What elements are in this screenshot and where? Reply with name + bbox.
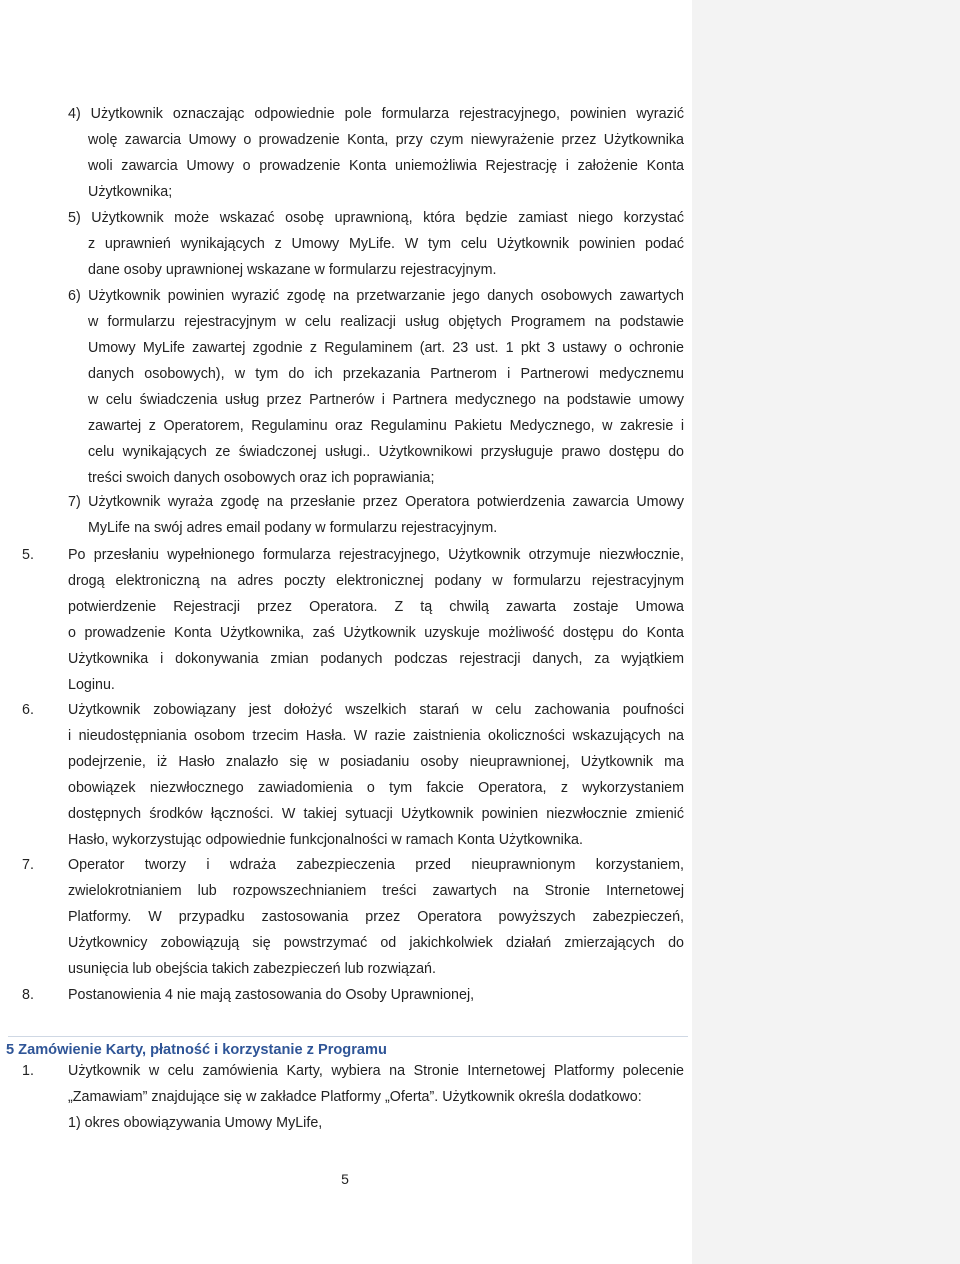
paragraph-6-line: dostępnych środków łączności. W takiej sytuacji Użytkownik powinien niezwłocznie zmienić	[68, 806, 684, 822]
paragraph-5-line: o prowadzenie Konta Użytkownika, zaś Użytkownik uzyskuje możliwość dostępu do Konta	[68, 625, 684, 641]
sub-item-item-6-line: Umowy MyLife zawartej zgodnie z Regulaminem (art. 23 ust. 1 pkt 3 ustawy o ochronie	[88, 340, 684, 356]
sub-item-item-4-line: woli zawarcia Umowy o prowadzenie Konta uniemożliwia Rejestrację i założenie Konta	[88, 158, 684, 174]
paragraph-5-line: potwierdzenie Rejestracji przez Operatora. Z tą chwilą zawarta zostaje Umowa	[68, 599, 684, 615]
sub-item-item-6-line: danych osobowych), w tym do ich przekazania Partnerom i Partnerowi medycznemu	[88, 366, 684, 382]
sub-item-item-6-line: w formularzu rejestracyjnym w celu realizacji usług objętych Programem na podstawie	[88, 314, 684, 330]
paragraph-number: 6.	[22, 702, 34, 718]
paragraph-7-line: zwielokrotnianiem lub rozpowszechnianiem treści zawartych na Stronie Internetowej	[68, 883, 684, 899]
sub-item-item-6-line: w celu świadczenia usług przez Partnerów i Partnera medycznego na podstawie umowy	[88, 392, 684, 408]
sub-item-item-4-line: Użytkownika;	[88, 184, 173, 200]
paragraph-7-line: Użytkownicy zobowiązują się powstrzymać od jakichkolwiek działań zmierzających do	[68, 935, 684, 951]
section-heading	[0, 1036, 692, 1062]
section-item-line: Użytkownik w celu zamówienia Karty, wybiera na Stronie Internetowej Platformy polecenie	[68, 1063, 684, 1079]
paragraph-6-line: obowiązek niezwłocznego zawiadomienia o tym fakcie Operatora, z wykorzystaniem	[68, 780, 684, 796]
paragraph-5-line: Po przesłaniu wypełnionego formularza rejestracyjnego, Użytkownik otrzymuje niezwłocznie,	[68, 547, 684, 563]
paragraph-6-line: Hasło, wykorzystując odpowiednie funkcjonalności w ramach Konta Użytkownika.	[68, 832, 583, 848]
section-heading-text: 5 Zamówienie Karty, płatność i korzystanie z Programu	[6, 1042, 387, 1058]
sub-item-item-5-line: 5) Użytkownik może wskazać osobę uprawnioną, która będzie zamiast niego korzystać	[68, 210, 684, 226]
sub-item-item-6-line: zawartej z Operatorem, Regulaminu oraz Regulaminu Pakietu Medycznego, w zakresie i	[88, 418, 684, 434]
sub-item-item-5-line: dane osoby uprawnionej wskazane w formularzu rejestracyjnym.	[88, 262, 497, 278]
paragraph-number: 8.	[22, 987, 34, 1003]
sub-item-item-4-line: 4) Użytkownik oznaczając odpowiednie pole formularza rejestracyjnego, powinien wyrazić	[68, 106, 684, 122]
paragraph-5-line: drogą elektroniczną na adres poczty elektronicznej podany w formularzu rejestracyjnym	[68, 573, 684, 589]
sub-item-item-7-line: 7) Użytkownik wyraża zgodę na przesłanie przez Operatora potwierdzenia zawarcia Umowy	[68, 494, 684, 510]
paragraph-8-line: Postanowienia 4 nie mają zastosowania do Osoby Uprawnionej,	[68, 987, 475, 1003]
paragraph-number: 5.	[22, 547, 34, 563]
heading-rule	[8, 1036, 688, 1037]
sub-item-item-4-line: wolę zawarcia Umowy o prowadzenie Konta, przy czym niewyrażenie przez Użytkownika	[88, 132, 684, 148]
paragraph-6-line: podejrzenie, iż Hasło znalazło się w posiadaniu osoby nieuprawnionej, Użytkownik ma	[68, 754, 684, 770]
section-item-number: 1.	[22, 1063, 34, 1079]
paragraph-7-line: Platformy. W przypadku zastosowania przez Operatora powyższych zabezpieczeń,	[68, 909, 684, 925]
sub-item-item-6-line: treści swoich danych osobowych oraz ich poprawiania;	[88, 470, 435, 486]
comment-margin-pane	[692, 0, 960, 1264]
paragraph-6-line: Użytkownik zobowiązany jest dołożyć wszelkich starań w celu zachowania poufności	[68, 702, 684, 718]
sub-item-item-7-line: MyLife na swój adres email podany w formularzu rejestracyjnym.	[88, 520, 498, 536]
sub-item-item-5-line: z uprawnień wynikających z Umowy MyLife. W tym celu Użytkownik powinien podać	[88, 236, 684, 252]
sub-item-item-6-line: 6) Użytkownik powinien wyrazić zgodę na przetwarzanie jego danych osobowych zawartych	[68, 288, 684, 304]
section-item-line: 1) okres obowiązywania Umowy MyLife,	[68, 1115, 323, 1131]
sub-item-item-6-line: celu wynikających ze świadczonej usługi.. Użytkownikowi przysługuje prawo dostępu do	[88, 444, 684, 460]
paragraph-6-line: i nieudostępniania osobom trzecim Hasła. W razie zaistnienia okoliczności wskazujących na	[68, 728, 684, 744]
section-item-line: „Zamawiam” znajdujące się w zakładce Platformy „Oferta”. Użytkownik określa dodatkowo:	[68, 1089, 642, 1105]
paragraph-number: 7.	[22, 857, 34, 873]
paragraph-5-line: Użytkownika i dokonywania zmian podanych podczas rejestracji danych, za wyjątkiem	[68, 651, 684, 667]
paragraph-7-line: Operator tworzy i wdraża zabezpieczenia przed nieuprawnionym korzystaniem,	[68, 857, 684, 873]
page-number: 5	[341, 1171, 349, 1187]
paragraph-7-line: usunięcia lub obejścia takich zabezpieczeń lub rozwiązań.	[68, 961, 436, 977]
paragraph-5-line: Loginu.	[68, 677, 115, 693]
